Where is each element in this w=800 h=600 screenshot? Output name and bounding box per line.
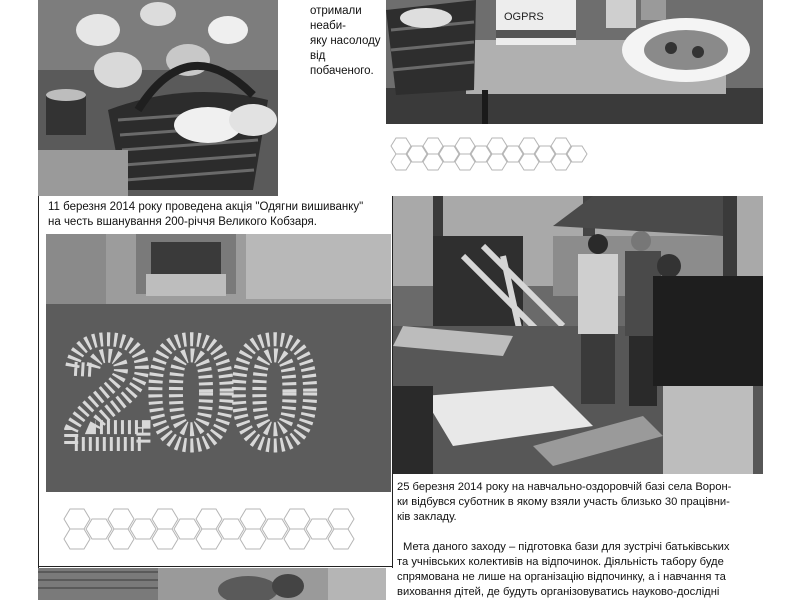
easter-baskets-photo (38, 0, 278, 196)
subotnyk-caption-line: 25 березня 2014 року на навчально-оздоровчій базі села Ворон- (397, 481, 732, 493)
embroidered-towels-illustration (386, 0, 763, 124)
embroidered-towels-photo (386, 0, 763, 124)
vyshyvanka-caption-line: 11 березня 2014 року проведена акція "Одягни вишиванку" (48, 201, 364, 213)
top-caption-line: побаченого. (310, 65, 374, 77)
top-caption-line: отримали неаби- (310, 5, 362, 32)
goal-paragraph (397, 540, 763, 600)
workers-cleanup-photo (393, 196, 763, 474)
subotnyk-caption-line: ки відбувся суботник в якому взяли участь близько 30 працівни- (397, 496, 730, 508)
students-200-illustration (46, 234, 391, 492)
decorative-hexagon-strip (388, 136, 598, 172)
left-frame-line (38, 196, 39, 568)
bottom-frame-line (38, 566, 393, 567)
workers-cleanup-illustration (393, 196, 763, 474)
easter-baskets-illustration (38, 0, 278, 196)
top-caption-line: яку насолоду від (310, 35, 381, 62)
goal-paragraph-line: спрямована не лише на організацію відпочинку, а і навчання та (397, 571, 726, 583)
goal-paragraph-line: Мета даного заходу – підготовка бази для зустрічі батьківських (403, 541, 730, 553)
top-caption (310, 4, 390, 79)
vyshyvanka-caption (48, 200, 393, 230)
bottom-crop-photo (38, 568, 386, 600)
students-forming-200-photo (46, 234, 391, 492)
decorative-hexagon-strip-left (60, 505, 370, 551)
goal-paragraph-line: виховання дітей, де будуть організовуватись науково-дослідні (397, 586, 720, 598)
subotnyk-caption (397, 480, 763, 525)
goal-paragraph-line: та учнівських колективів на відпочинок. Діяльність табору буде (397, 556, 724, 568)
embroidery-text: OGPRS (504, 11, 544, 23)
vyshyvanka-caption-line: на честь вшанування 200-річчя Великого Кобзаря. (48, 216, 317, 228)
crowd-number-shape: 200 (66, 308, 317, 476)
bottom-crop-illustration (38, 568, 386, 600)
subotnyk-caption-line: ків закладу. (397, 511, 457, 523)
